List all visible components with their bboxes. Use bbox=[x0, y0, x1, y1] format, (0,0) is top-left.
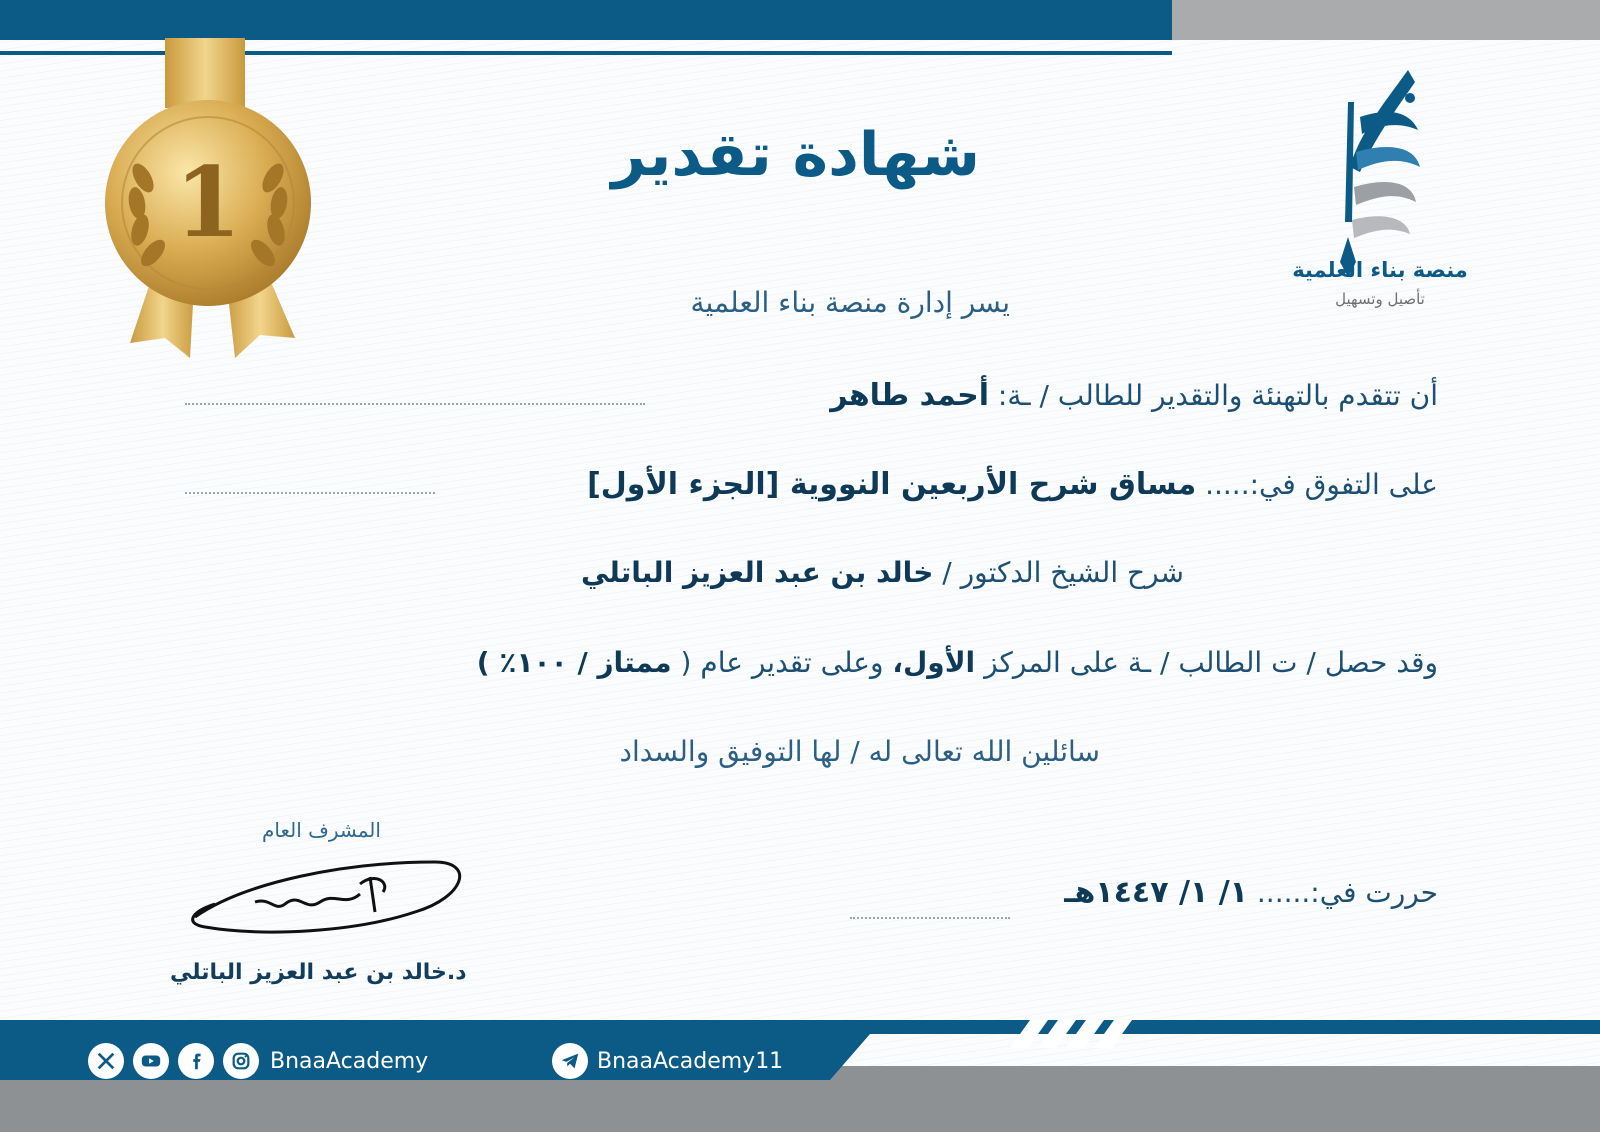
logo-name: منصة بناء العلمية bbox=[1292, 258, 1468, 282]
intro-line: يسر إدارة منصة بناء العلمية bbox=[690, 286, 1010, 319]
dotted-line bbox=[850, 917, 1010, 919]
supervisor-role: المشرف العام bbox=[262, 818, 381, 842]
congrats-prefix: أن تتقدم بالتهنئة والتقدير للطالب / ـة: bbox=[997, 379, 1438, 412]
social-handle[interactable]: BnaaAcademy bbox=[270, 1048, 429, 1074]
result-prefix: وقد حصل / ت الطالب / ـة على المركز bbox=[984, 646, 1438, 679]
signer-name: د.خالد بن عبد العزيز الباتلي bbox=[170, 960, 467, 985]
teacher-name: خالد بن عبد العزيز الباتلي bbox=[580, 556, 934, 589]
x-icon[interactable] bbox=[88, 1043, 124, 1079]
dotted-line bbox=[185, 403, 645, 405]
social-links bbox=[88, 1040, 428, 1082]
instagram-icon[interactable] bbox=[223, 1043, 259, 1079]
closing-line: سائلين الله تعالى له / لها التوفيق والسداد bbox=[619, 735, 1100, 768]
excellence-line bbox=[587, 467, 1438, 502]
youtube-icon[interactable] bbox=[133, 1043, 169, 1079]
teacher-line bbox=[581, 556, 1184, 589]
signature-image bbox=[185, 842, 475, 952]
top-gray-bar bbox=[1172, 0, 1600, 40]
result-middle: وعلى تقدير عام ( bbox=[680, 646, 884, 679]
course-name: مساق شرح الأربعين النووية [الجزء الأول] bbox=[587, 467, 1197, 502]
student-name: أحمد طاهر bbox=[830, 378, 989, 413]
top-blue-bar bbox=[0, 0, 1172, 40]
result-line bbox=[477, 646, 1438, 679]
telegram-handle[interactable]: BnaaAcademy11 bbox=[597, 1048, 784, 1074]
gold-medal-icon bbox=[95, 38, 335, 368]
date-label: حررت في:...... bbox=[1256, 876, 1438, 909]
certificate-title: شهادة تقدير bbox=[611, 120, 980, 190]
dotted-line bbox=[185, 492, 435, 494]
pen-calligraphy-icon bbox=[1290, 62, 1480, 322]
congrats-line bbox=[830, 378, 1438, 413]
date-value: ١/ ١/ ١٤٤٧هـ bbox=[1064, 875, 1248, 910]
logo-tagline: تأصيل وتسهيل bbox=[1335, 290, 1425, 308]
date-line bbox=[1064, 875, 1438, 910]
telegram-icon[interactable] bbox=[552, 1043, 588, 1079]
grade-value: ممتاز / ١٠٠٪ ) bbox=[476, 646, 672, 679]
excellence-prefix: على التفوق في:..... bbox=[1205, 468, 1438, 501]
medal-number: 1 bbox=[174, 146, 242, 259]
telegram-link bbox=[552, 1040, 783, 1082]
teacher-prefix: شرح الشيخ الدكتور / bbox=[942, 556, 1184, 589]
rank-value: الأول، bbox=[892, 646, 976, 679]
facebook-icon[interactable] bbox=[178, 1043, 214, 1079]
